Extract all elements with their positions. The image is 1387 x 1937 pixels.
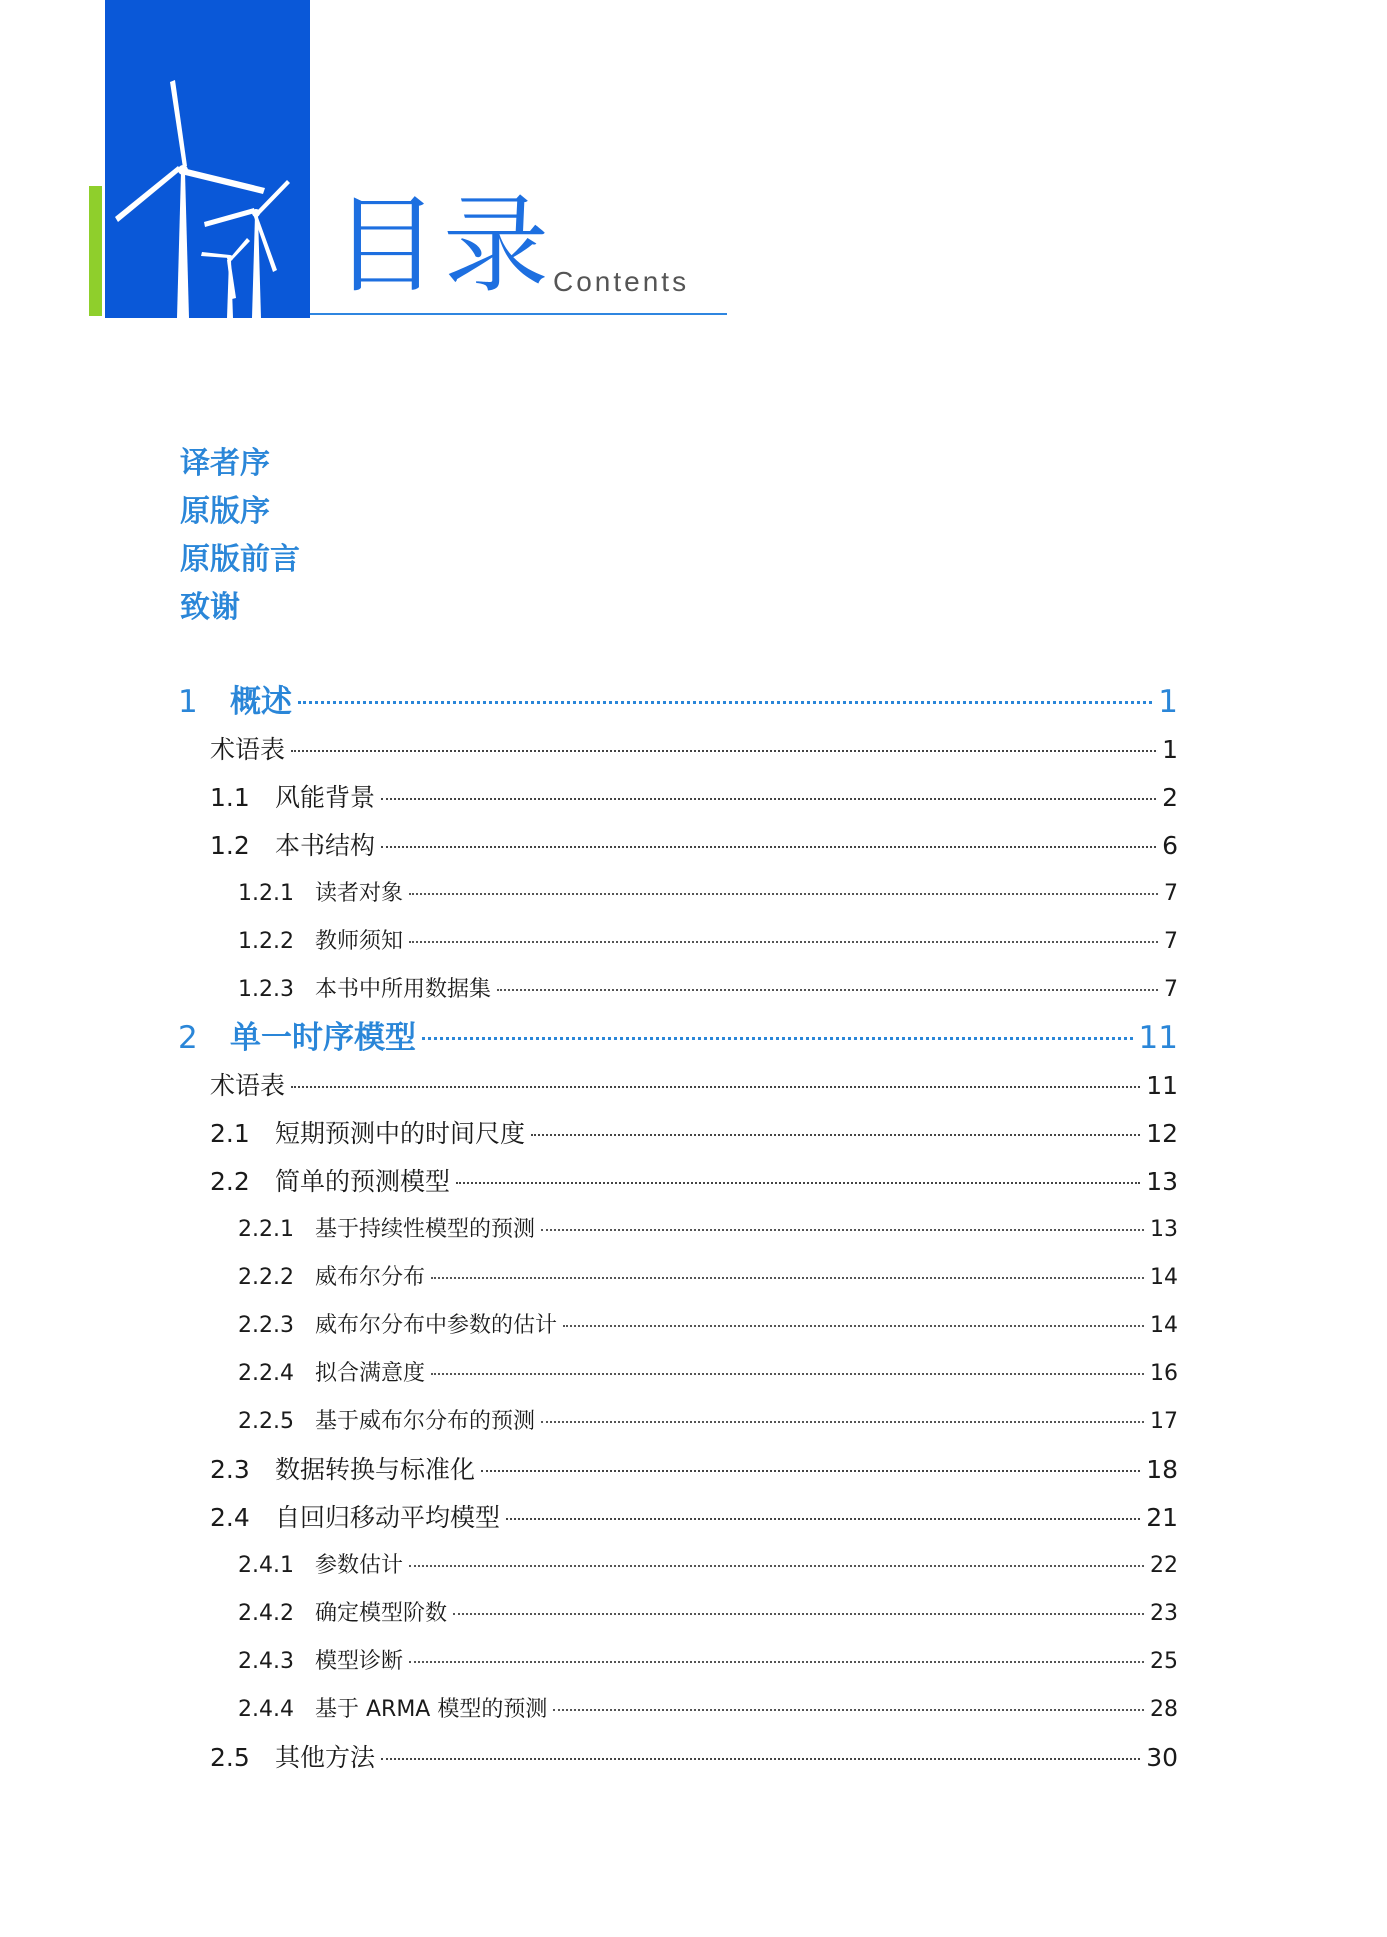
toc-page-number: 1 [1158,684,1178,720]
toc-title: 术语表 [210,1071,286,1100]
toc-title: 威布尔分布中参数的估计 [315,1313,558,1338]
toc-entry-chapter[interactable] [178,1018,1178,1058]
toc-title: 参数估计 [315,1553,404,1578]
toc-page-number: 18 [1146,1455,1178,1484]
toc-dot-leader [456,1182,1140,1184]
toc-dot-leader [481,1470,1140,1472]
toc-dot-leader [531,1134,1140,1136]
toc-dot-leader [431,1277,1144,1279]
toc-number: 2.4.3 [238,1649,294,1674]
toc-dot-leader [541,1229,1144,1231]
toc-page-number: 22 [1150,1553,1178,1578]
toc-title: 自回归移动平均模型 [275,1503,501,1532]
toc-title: 风能背景 [275,783,376,812]
toc-number: 2.4.1 [238,1553,294,1578]
toc-dot-leader [291,750,1156,752]
front-matter-item[interactable]: 致谢 [180,590,240,625]
front-matter-item[interactable]: 原版前言 [180,542,300,577]
toc-dot-leader [453,1613,1144,1615]
toc-dot-leader [409,1565,1144,1567]
toc-number: 2.2.2 [238,1265,294,1290]
toc-dot-leader [409,1661,1144,1663]
front-matter-list [180,440,300,632]
toc-title: 单一时序模型 [230,1020,416,1056]
toc-title: 其他方法 [275,1743,376,1772]
toc-dot-leader [553,1709,1144,1711]
toc-page-number: 16 [1150,1361,1178,1386]
toc-entry-section[interactable] [210,1114,1178,1154]
toc-entry-sub[interactable] [238,1690,1178,1730]
page-title: 目录 [333,184,553,307]
toc-title: 本书中所用数据集 [315,977,492,1002]
toc-dot-leader [381,846,1156,848]
toc-entry-section[interactable] [210,1498,1178,1538]
toc-dot-leader [506,1518,1140,1520]
toc-number: 2.2 [210,1167,250,1196]
toc-entry-sub[interactable] [238,1258,1178,1298]
toc-number: 1.1 [210,783,250,812]
toc-page-number: 2 [1162,783,1178,812]
toc-title: 威布尔分布 [315,1265,426,1290]
toc-entry-section[interactable] [210,1066,1178,1106]
toc-number: 2 [178,1020,198,1056]
toc-number: 2.2.1 [238,1217,294,1242]
toc-title: 读者对象 [315,881,404,906]
toc-entry-chapter[interactable] [178,682,1178,722]
toc-page-number: 13 [1150,1217,1178,1242]
toc-dot-leader [409,941,1158,943]
toc-number: 2.5 [210,1743,250,1772]
toc-title: 模型诊断 [315,1649,404,1674]
toc-number: 2.4.4 [238,1697,294,1722]
toc-page-number: 11 [1146,1071,1178,1100]
toc-entry-section[interactable] [210,1450,1178,1490]
toc-entry-sub[interactable] [238,874,1178,914]
toc-entry-section[interactable] [210,778,1178,818]
toc-dot-leader [409,893,1158,895]
toc-number: 2.4.2 [238,1601,294,1626]
toc-title: 基于持续性模型的预测 [315,1217,536,1242]
front-matter-item[interactable]: 原版序 [180,494,270,529]
toc-page-number: 12 [1146,1119,1178,1148]
toc-page-number: 30 [1146,1743,1178,1772]
toc-dot-leader [563,1325,1144,1327]
toc-entry-section[interactable] [210,1738,1178,1778]
toc-number: 1 [178,684,198,720]
toc-page-number: 25 [1150,1649,1178,1674]
toc-page-number: 6 [1162,831,1178,860]
toc-number: 2.4 [210,1503,250,1532]
toc-title: 短期预测中的时间尺度 [275,1119,526,1148]
toc-page-number: 23 [1150,1601,1178,1626]
toc-page-number: 14 [1150,1313,1178,1338]
toc-page-number: 7 [1164,881,1178,906]
toc-number: 2.2.3 [238,1313,294,1338]
front-matter-item[interactable]: 译者序 [180,446,270,481]
toc-entry-sub[interactable] [238,922,1178,962]
toc-title: 概述 [230,684,292,720]
wind-turbine-icon [105,60,310,318]
toc-number: 2.2.4 [238,1361,294,1386]
toc-number: 2.3 [210,1455,250,1484]
toc-entry-sub[interactable] [238,1546,1178,1586]
toc-page-number: 7 [1164,977,1178,1002]
toc-entry-sub[interactable] [238,1354,1178,1394]
toc-number: 1.2.1 [238,881,294,906]
toc-dot-leader [431,1373,1144,1375]
toc-entry-section[interactable] [210,1162,1178,1202]
toc-page-number: 1 [1162,735,1178,764]
toc-dot-leader [381,1758,1140,1760]
toc-entry-section[interactable] [210,826,1178,866]
page-subtitle: Contents [553,266,690,297]
header-accent-bar [89,186,102,316]
toc-page-number: 7 [1164,929,1178,954]
toc-entry-sub[interactable] [238,970,1178,1010]
toc-entry-section[interactable] [210,730,1178,770]
toc-dot-leader [541,1421,1144,1423]
toc-page-number: 11 [1138,1020,1178,1056]
toc-page-number: 28 [1150,1697,1178,1722]
toc-title: 术语表 [210,735,286,764]
toc-page-number: 14 [1150,1265,1178,1290]
header-underline [310,313,727,315]
toc-entry-sub[interactable] [238,1594,1178,1634]
toc-title: 教师须知 [315,929,404,954]
toc-title: 拟合满意度 [315,1361,426,1386]
toc-number: 1.2.2 [238,929,294,954]
toc-dot-leader [298,701,1152,704]
toc-dot-leader [291,1086,1140,1088]
toc-page-number: 21 [1146,1503,1178,1532]
toc-entry-sub[interactable] [238,1306,1178,1346]
toc-dot-leader [381,798,1156,800]
toc-number: 2.2.5 [238,1409,294,1434]
toc-title: 本书结构 [275,831,376,860]
toc-page-number: 17 [1150,1409,1178,1434]
toc-title: 确定模型阶数 [315,1601,448,1626]
toc-number: 2.1 [210,1119,250,1148]
toc-page-number: 13 [1146,1167,1178,1196]
toc-number: 1.2 [210,831,250,860]
toc-entry-sub[interactable] [238,1210,1178,1250]
toc-number: 1.2.3 [238,977,294,1002]
toc-title: 基于威布尔分布的预测 [315,1409,536,1434]
toc-title: 简单的预测模型 [275,1167,451,1196]
toc-title: 基于 ARMA 模型的预测 [315,1697,548,1722]
toc-entry-sub[interactable] [238,1642,1178,1682]
toc-dot-leader [422,1037,1133,1040]
toc-entry-sub[interactable] [238,1402,1178,1442]
toc-dot-leader [497,989,1158,991]
toc-title: 数据转换与标准化 [275,1455,476,1484]
